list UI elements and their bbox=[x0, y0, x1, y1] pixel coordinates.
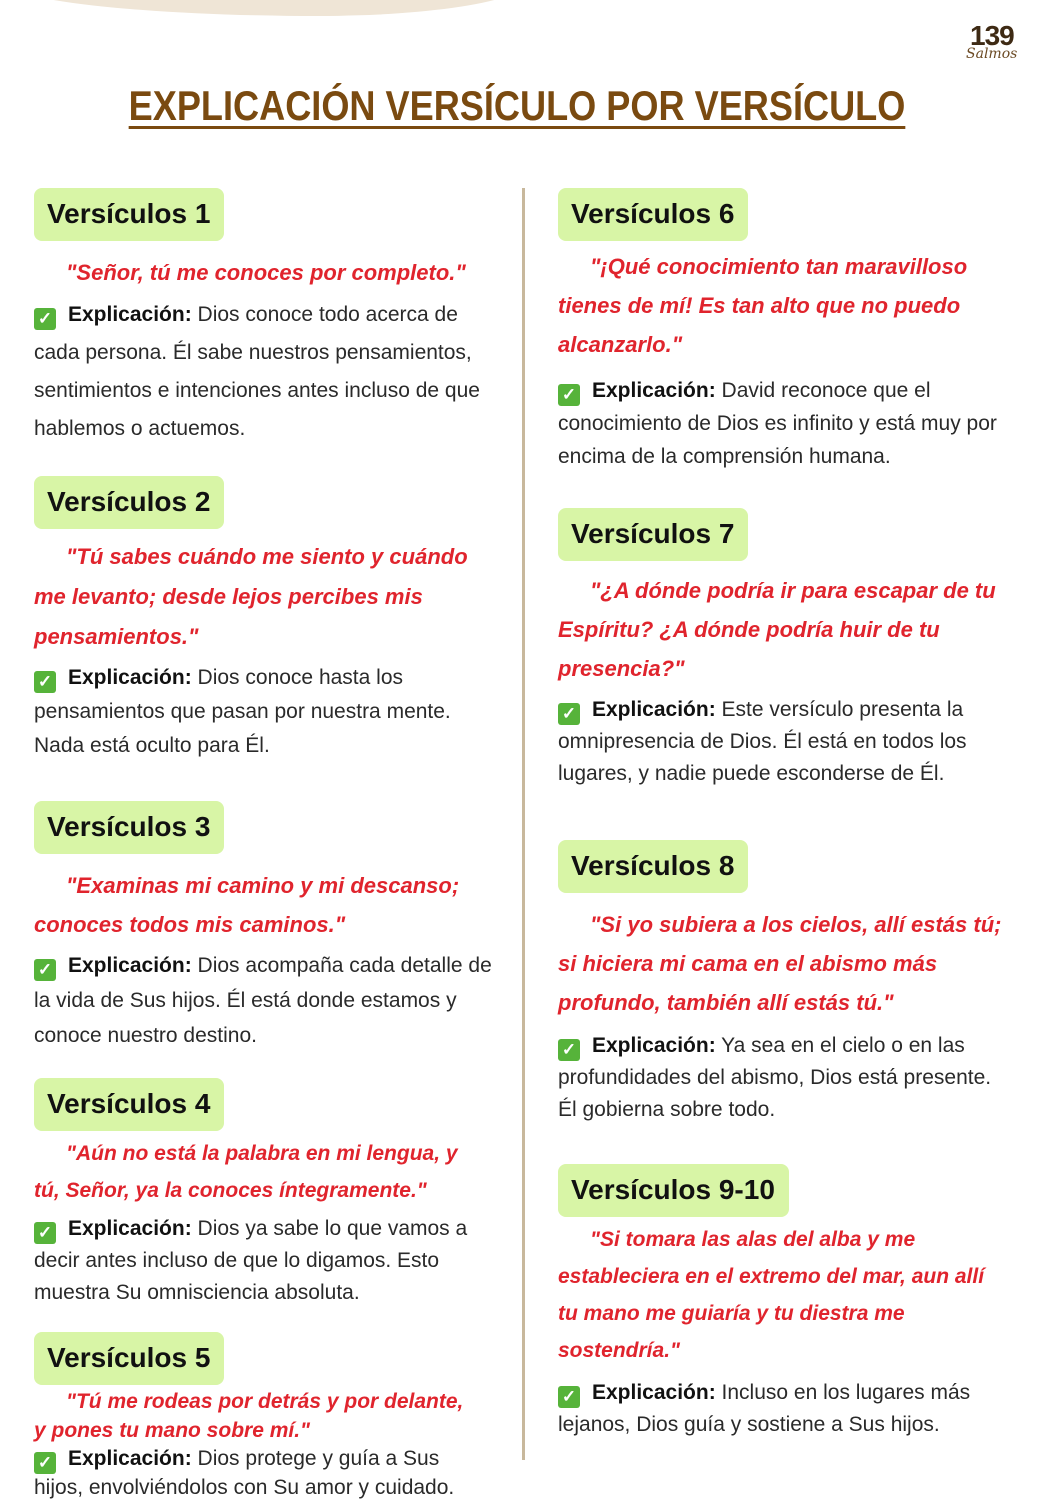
section-heading: Versículos 5 bbox=[34, 1332, 224, 1385]
verse-explanation bbox=[34, 1445, 474, 1501]
section-verse-3 bbox=[34, 801, 496, 1053]
explanation-text: Dios acompaña cada detalle de la vida de Sus hijos. Él está donde estamos y conoce nuestro destino. bbox=[34, 954, 492, 1047]
verse-explanation bbox=[558, 1030, 1008, 1126]
verse-explanation bbox=[34, 948, 496, 1053]
verse-explanation bbox=[34, 296, 494, 448]
check-icon: ✓ bbox=[558, 703, 580, 725]
verse-quote: "Señor, tú me conoces por completo." bbox=[66, 260, 466, 285]
section-verse-6 bbox=[558, 188, 998, 473]
check-icon: ✓ bbox=[558, 1386, 580, 1408]
explanation-label: Explicación: bbox=[68, 303, 192, 326]
section-verse-1 bbox=[34, 188, 494, 448]
section-heading: Versículos 8 bbox=[558, 840, 748, 893]
verse-quote: "Tú me rodeas por detrás y por delante, y pones tu mano sobre mí." bbox=[34, 1390, 464, 1442]
verse-explanation bbox=[558, 694, 1004, 790]
verse-quote: "Tú sabes cuándo me siento y cuándo me levanto; desde lejos percibes mis pensamientos." bbox=[34, 544, 468, 649]
page-title: EXPLICACIÓN VERSÍCULO POR VERSÍCULO bbox=[128, 82, 906, 129]
section-heading: Versículos 1 bbox=[34, 188, 224, 241]
section-verse-5 bbox=[34, 1332, 474, 1501]
explanation-text: Incluso en los lugares más lejanos, Dios guía y sostiene a Sus hijos. bbox=[558, 1381, 971, 1436]
explanation-text: Dios conoce hasta los pensamientos que pasan por nuestra mente. Nada está oculto para Él. bbox=[34, 666, 451, 757]
verse-quote: "¡Qué conocimiento tan maravilloso tienes de mí! Es tan alto que no puedo alcanzarlo." bbox=[558, 254, 968, 357]
verse-explanation bbox=[34, 1213, 484, 1309]
section-heading: Versículos 3 bbox=[34, 801, 224, 854]
column-divider bbox=[522, 188, 525, 1460]
section-heading: Versículos 4 bbox=[34, 1078, 224, 1131]
check-icon: ✓ bbox=[34, 308, 56, 330]
verse-explanation bbox=[558, 374, 998, 473]
check-icon: ✓ bbox=[34, 959, 56, 981]
section-heading: Versículos 9-10 bbox=[558, 1164, 789, 1217]
verse-explanation bbox=[34, 661, 494, 763]
verse-quote: "¿A dónde podría ir para escapar de tu Espíritu? ¿A dónde podría huir de tu presencia?" bbox=[558, 578, 996, 681]
verse-quote: "Examinas mi camino y mi descanso; conoces todos mis caminos." bbox=[34, 873, 460, 937]
section-verse-7 bbox=[558, 508, 1004, 790]
explanation-text: Dios ya sabe lo que vamos a decir antes incluso de que lo digamos. Esto muestra Su omnisciencia absoluta. bbox=[34, 1217, 468, 1304]
explanation-text: Ya sea en el cielo o en las profundidades del abismo, Dios está presente. Él gobierna sobre todo. bbox=[558, 1034, 992, 1121]
explanation-label: Explicación: bbox=[68, 1447, 192, 1470]
section-verse-8 bbox=[558, 840, 1008, 1126]
logo-script: Salmos bbox=[966, 46, 1018, 62]
check-icon: ✓ bbox=[558, 384, 580, 406]
verse-explanation bbox=[558, 1377, 1004, 1441]
explanation-label: Explicación: bbox=[592, 698, 716, 721]
section-verse-9-10 bbox=[558, 1164, 1004, 1441]
explanation-label: Explicación: bbox=[68, 666, 192, 689]
explanation-text: Dios conoce todo acerca de cada persona. Él sabe nuestros pensamientos, sentimientos e intenciones antes incluso de que hablemos o actuemos. bbox=[34, 303, 480, 440]
check-icon: ✓ bbox=[558, 1039, 580, 1061]
check-icon: ✓ bbox=[34, 1452, 56, 1474]
explanation-label: Explicación: bbox=[68, 954, 192, 977]
paper-scrap-decoration bbox=[0, 0, 530, 16]
verse-quote: "Aún no está la palabra en mi lengua, y tú, Señor, ya la conoces íntegramente." bbox=[34, 1142, 458, 1202]
explanation-text: David reconoce que el conocimiento de Dios es infinito y está muy por encima de la comprensión humana. bbox=[558, 379, 997, 468]
section-verse-2 bbox=[34, 476, 494, 763]
explanation-label: Explicación: bbox=[592, 379, 716, 402]
section-heading: Versículos 2 bbox=[34, 476, 224, 529]
explanation-text: Este versículo presenta la omnipresencia de Dios. Él está en todos los lugares, y nadie puede esconderse de Él. bbox=[558, 698, 967, 785]
verse-quote: "Si tomara las alas del alba y me estableciera en el extremo del mar, aun allí tu mano me guiaría y tu diestra me sostendría." bbox=[558, 1228, 985, 1362]
explanation-label: Explicación: bbox=[592, 1034, 716, 1057]
salmos-139-logo bbox=[958, 20, 1042, 66]
explanation-label: Explicación: bbox=[592, 1381, 716, 1404]
section-verse-4 bbox=[34, 1078, 484, 1309]
check-icon: ✓ bbox=[34, 1222, 56, 1244]
explanation-text: Dios protege y guía a Sus hijos, envolviéndolos con Su amor y cuidado. bbox=[34, 1447, 455, 1499]
explanation-label: Explicación: bbox=[68, 1217, 192, 1240]
check-icon: ✓ bbox=[34, 671, 56, 693]
verse-quote: "Si yo subiera a los cielos, allí estás tú; si hiciera mi cama en el abismo más profundo, también allí estás tú." bbox=[558, 912, 1002, 1015]
section-heading: Versículos 6 bbox=[558, 188, 748, 241]
logo-number: 139 bbox=[970, 20, 1014, 51]
section-heading: Versículos 7 bbox=[558, 508, 748, 561]
